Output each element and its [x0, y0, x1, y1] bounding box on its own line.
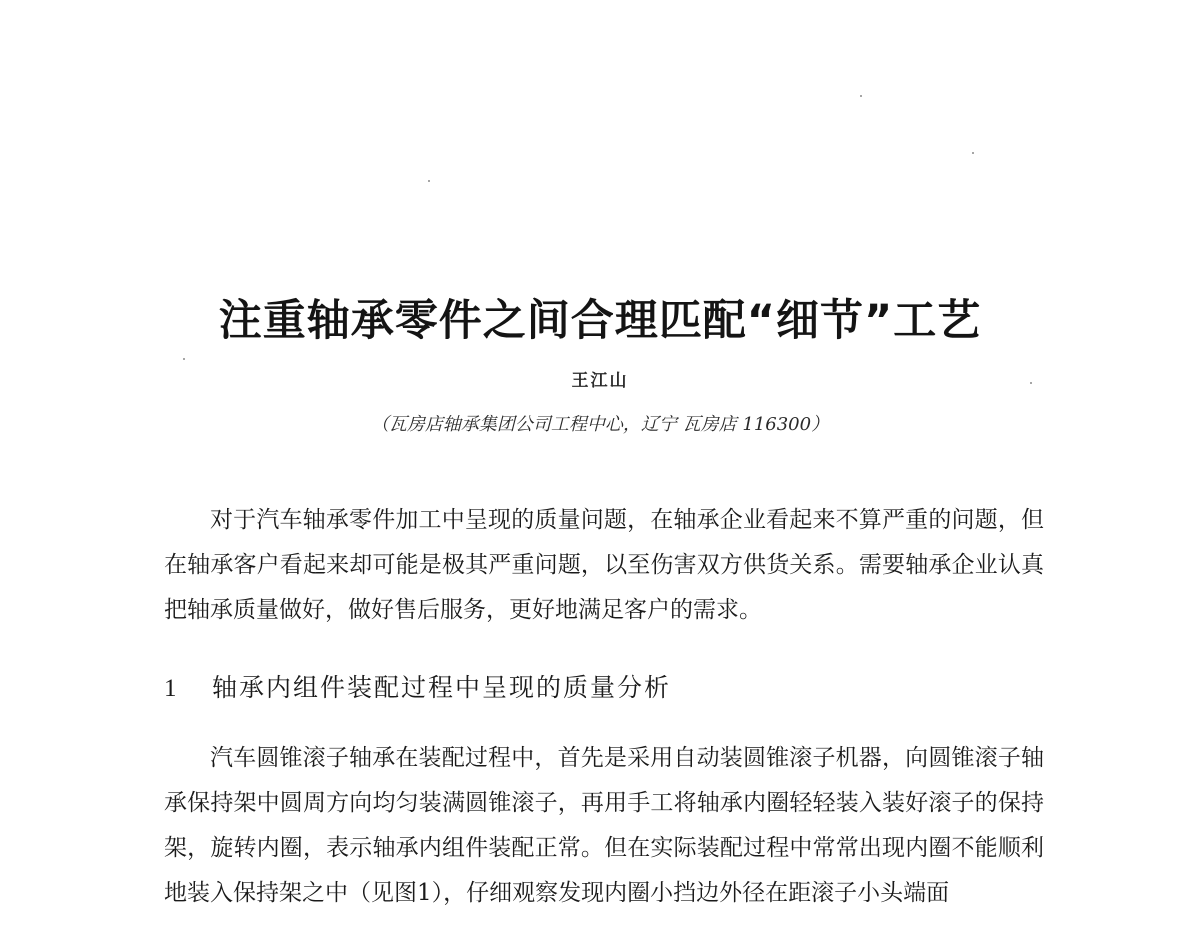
scan-speck — [183, 358, 185, 360]
scan-speck — [972, 152, 974, 154]
section-title: 轴承内组件装配过程中呈现的质量分析 — [212, 673, 672, 702]
section-body-paragraph: 汽车圆锥滚子轴承在装配过程中，首先是采用自动装圆锥滚子机器，向圆锥滚子轴承保持架中圆周方向均匀装满圆锥滚子，再用手工将轴承内圈轻轻装入装好滚子的保持架，旋转内圈，表示轴承内组件装配正常。但在实际装配过程中常常出现内圈不能顺利地装入保持架之中（见图1），仔细观察发现内圈小挡边外径在距滚子小头端面 — [164, 745, 1044, 906]
author-name: 王江山 — [571, 371, 629, 391]
scan-speck — [860, 95, 862, 97]
scan-speck — [428, 180, 430, 182]
section-number: 1 — [164, 675, 179, 702]
intro-paragraph: 对于汽车轴承零件加工中呈现的质量问题，在轴承企业看起来不算严重的问题，但在轴承客户看起来却可能是极其严重问题，以至伤害双方供货关系。需要轴承企业认真把轴承质量做好，做好售后服务，更好地满足客户的需求。 — [164, 507, 1044, 623]
author-affiliation: （瓦房店轴承集团公司工程中心，辽宁 瓦房店 116300） — [370, 414, 830, 435]
section-heading — [164, 668, 671, 709]
article-title: 注重轴承零件之间合理匹配“细节”工艺 — [218, 295, 982, 346]
